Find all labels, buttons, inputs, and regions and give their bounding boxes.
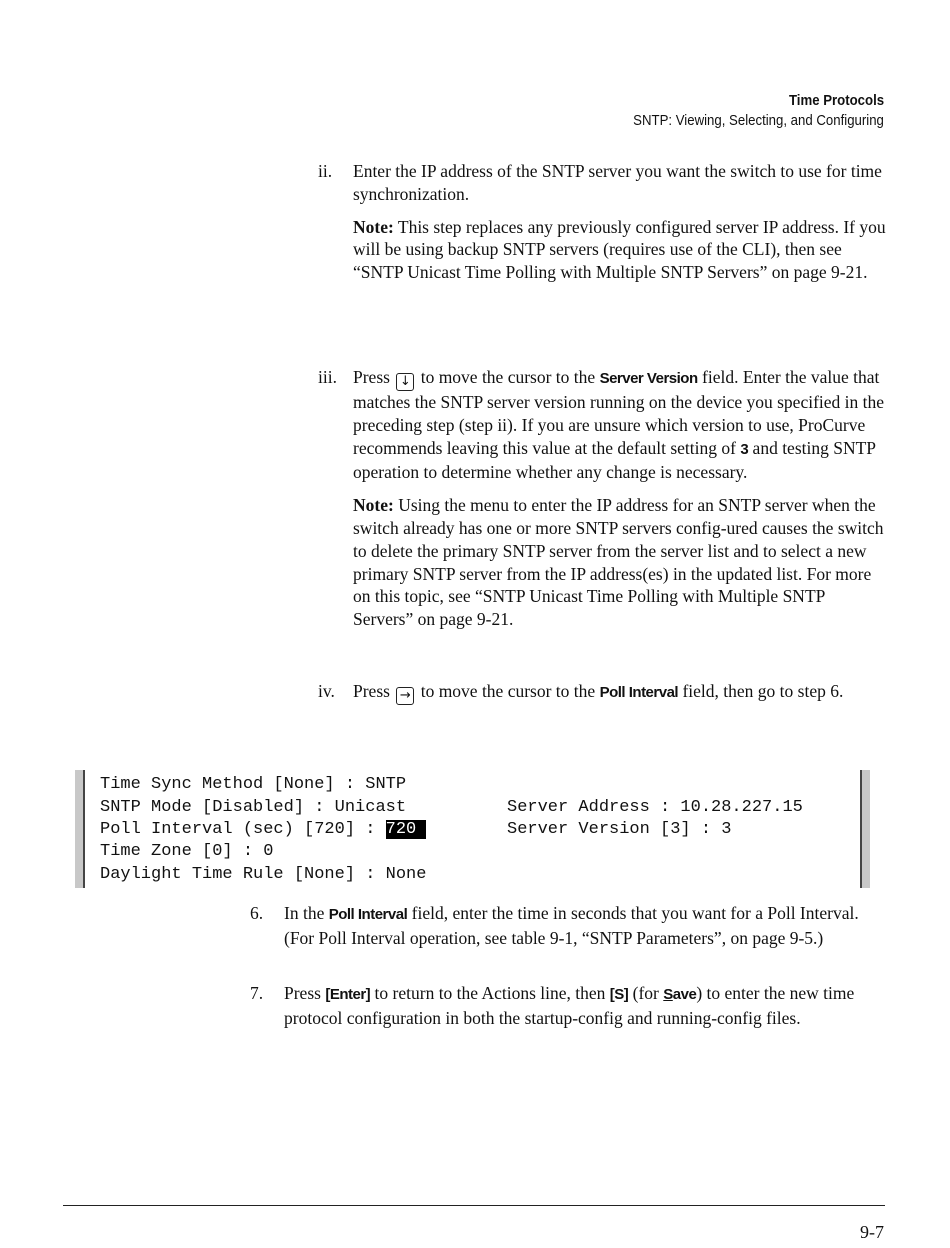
default-value: 3 (740, 440, 749, 458)
note (353, 216, 886, 284)
terminal-right-border (860, 770, 870, 888)
step-text-part: Press (353, 681, 390, 701)
step-text-part: In the (284, 903, 325, 923)
step-number: iv. (318, 681, 335, 701)
step-text-part: Press (284, 983, 321, 1003)
note-text: Using the menu to enter the IP address for an SNTP server when the switch already has one or more SNTP servers config-ured causes the switch to delete the primary SNTP server from the server list and to select a new primary SNTP server from the IP address(es) in the updated list. For more on this topic, see “SNTP Unicast Time Polling with Multiple SNTP Servers” on page 9-21. (353, 495, 884, 630)
note-text: will be using backup SNTP servers (requires use of the CLI), then see (353, 239, 842, 260)
note (353, 494, 886, 631)
terminal-left-border (75, 770, 85, 888)
save-hotkey-letter: S (663, 986, 673, 1003)
field-name: Poll Interval (599, 684, 679, 701)
step-number: 6. (250, 903, 264, 923)
field-name: Poll Interval (328, 906, 408, 923)
step-text (284, 902, 886, 950)
poll-interval-field[interactable]: 720 (385, 820, 427, 839)
step-text-part: to move the cursor to the (420, 367, 596, 387)
right-arrow-key-icon: → (396, 687, 414, 705)
step-text-part: ) to enter the new time protocol configuration in both the startup-config and running-config files. (284, 983, 855, 1028)
running-header-title: Time Protocols (788, 92, 884, 109)
step-text-part: (for (632, 983, 659, 1003)
save-action-label (663, 986, 696, 1003)
save-rest: ave (672, 986, 697, 1003)
server-version-line: Server Version [3] : 3 (507, 820, 732, 839)
step-text-part: field, enter the time in seconds that you want for a Poll Interval. (For Poll Interval operation, see table 9-1, “SNTP Parameters”, on page 9-5.) (284, 903, 859, 948)
footer-rule (63, 1205, 885, 1206)
enter-key-label: [Enter] (325, 986, 371, 1003)
poll-interval-label: Poll Interval (sec) [720] : (100, 820, 386, 839)
note-text: “SNTP Unicast Time Polling with Multiple SNTP Servers” on page 9-21. (353, 262, 868, 283)
step-text-part: and testing SNTP operation to determine whether any change is necessary. (353, 437, 876, 483)
step-number: ii. (318, 161, 333, 181)
server-address-line: Server Address : 10.28.227.15 (507, 798, 803, 817)
note-label: Note: (353, 495, 394, 516)
step-text-part: to return to the Actions line, then (374, 983, 606, 1003)
time-zone-line: Time Zone [0] : 0 (100, 842, 274, 861)
step-text: Enter the IP address of the SNTP server you want the switch to use for time synchronization. (353, 161, 882, 204)
terminal-screen (75, 770, 870, 888)
daylight-time-rule-line: Daylight Time Rule [None] : None (100, 865, 427, 884)
down-arrow-key-icon: ↓ (396, 373, 414, 391)
note-label: Note: (353, 216, 394, 237)
sntp-mode-line: SNTP Mode [Disabled] : Unicast (100, 798, 407, 817)
step-text-part: field. Enter the value that matches the SNTP server version running on the device you specified in the preceding step (step ii). If you are unsure which version to use, ProCurve recommends leaving this value at the default setting of (353, 367, 885, 458)
step-number: iii. (318, 367, 337, 387)
step-text (284, 982, 888, 1030)
time-sync-method-line: Time Sync Method [None] : SNTP (100, 775, 407, 794)
step-text (353, 366, 886, 484)
s-key-label: [S] (609, 986, 629, 1003)
step-text-part: Press (353, 367, 390, 387)
poll-interval-line (100, 820, 426, 839)
page-number: 9-7 (860, 1222, 884, 1242)
step-number: 7. (250, 983, 264, 1003)
step-text-part: field, then go to step 6. (682, 681, 844, 701)
note-text: This step replaces any previously configured server IP address. If you (397, 216, 886, 237)
step-text (353, 680, 886, 705)
field-name: Server Version (599, 370, 698, 387)
running-header-subtitle: SNTP: Viewing, Selecting, and Configuring (633, 112, 884, 129)
step-text-part: to move the cursor to the (420, 681, 596, 701)
